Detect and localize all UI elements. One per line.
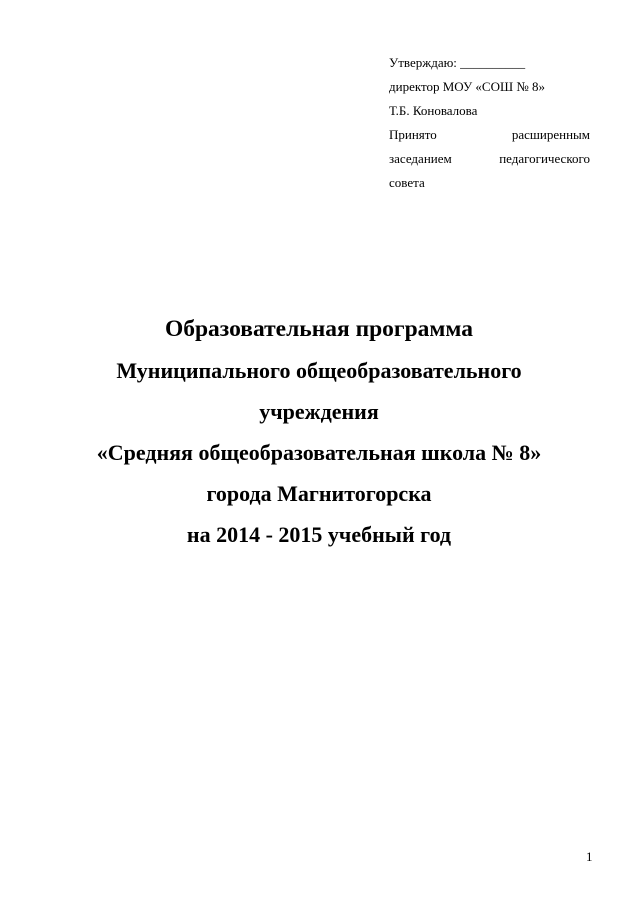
title-line-academic-year: на 2014 - 2015 учебный год xyxy=(186,522,452,547)
approval-pedagogical-word: педагогического xyxy=(499,151,590,166)
approval-signature-line: Утверждаю: __________ xyxy=(389,55,526,70)
page-number: 1 xyxy=(586,849,593,864)
approval-director-line: директор МОУ «СОШ № 8» xyxy=(389,79,545,94)
approval-meeting-line xyxy=(389,147,590,171)
document-title xyxy=(0,309,638,555)
approval-accepted-line xyxy=(389,123,590,147)
approval-director-name: Т.Б. Коновалова xyxy=(389,103,478,118)
approval-accepted-word: Принято xyxy=(389,127,437,142)
approval-council-word: совета xyxy=(389,175,425,190)
approval-extended-word: расширенным xyxy=(511,127,590,142)
approval-meeting-word: заседанием xyxy=(389,151,452,166)
title-line-school-name: «Средняя общеобразовательная школа № 8» xyxy=(96,440,542,465)
title-line-program: Образовательная программа xyxy=(164,316,474,342)
approval-block xyxy=(389,51,590,195)
title-line-municipal: Муниципального общеобразовательного xyxy=(116,358,522,383)
title-line-institution: учреждения xyxy=(259,399,379,424)
title-line-city: города Магнитогорска xyxy=(206,481,432,506)
